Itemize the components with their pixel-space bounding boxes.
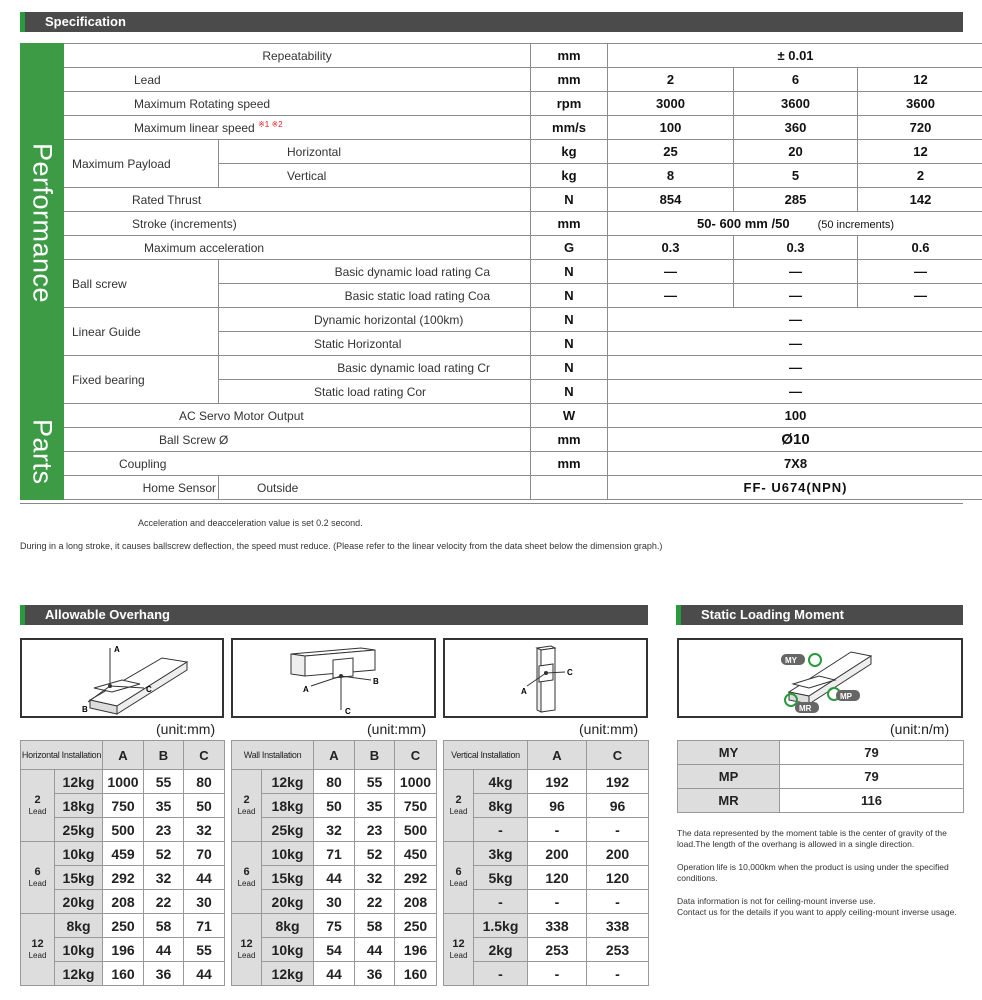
horizontal-overhang-table bbox=[20, 740, 225, 986]
value-cell: 100 bbox=[608, 116, 734, 140]
payload-cell: 12kg bbox=[262, 770, 314, 794]
moment-note: Data information is not for ceiling-mount inverse use. Contact us for the details if you want to apply ceiling-mount inverse usage. bbox=[677, 896, 957, 917]
row-label: Maximum Rotating speed bbox=[64, 92, 531, 116]
horizontal-actuator-icon bbox=[22, 640, 222, 716]
header-accent bbox=[20, 12, 25, 32]
value-cell: 142 bbox=[858, 188, 982, 212]
lead-word: Lead bbox=[28, 878, 47, 888]
overhang-value: 32 bbox=[355, 866, 395, 890]
spec-title: Specification bbox=[45, 14, 126, 29]
overhang-value: 44 bbox=[144, 938, 184, 962]
svg-text:B: B bbox=[373, 677, 379, 686]
unit-cell: N bbox=[531, 356, 608, 380]
moment-diagram bbox=[677, 638, 963, 718]
value-cell: 720 bbox=[858, 116, 982, 140]
col-header: B bbox=[144, 741, 184, 770]
overhang-header bbox=[20, 605, 648, 625]
table-row bbox=[21, 914, 225, 938]
overhang-value: 292 bbox=[103, 866, 144, 890]
unit-cell: G bbox=[531, 236, 608, 260]
horizontal-install-diagram bbox=[20, 638, 224, 718]
unit-cell: W bbox=[531, 404, 608, 428]
table-row bbox=[444, 842, 649, 866]
moment-table bbox=[677, 740, 964, 813]
overhang-value: 160 bbox=[103, 962, 144, 986]
table-row bbox=[21, 770, 225, 794]
divider bbox=[20, 503, 963, 504]
row-label: Home Sensor bbox=[64, 476, 219, 500]
header-accent bbox=[676, 605, 681, 625]
sub-label: Static Horizontal bbox=[219, 332, 531, 356]
overhang-value: 32 bbox=[314, 818, 355, 842]
svg-text:C: C bbox=[146, 685, 152, 694]
payload-cell: 25kg bbox=[262, 818, 314, 842]
col-header: B bbox=[355, 741, 395, 770]
overhang-body bbox=[232, 770, 437, 986]
overhang-value: 36 bbox=[144, 962, 184, 986]
overhang-value: 55 bbox=[184, 938, 225, 962]
payload-cell: 18kg bbox=[262, 794, 314, 818]
overhang-value: 50 bbox=[314, 794, 355, 818]
spec-table bbox=[20, 43, 982, 500]
moment-value: 116 bbox=[780, 789, 964, 813]
col-header: A bbox=[314, 741, 355, 770]
value-cell: 8 bbox=[608, 164, 734, 188]
table-row bbox=[232, 842, 437, 866]
value-cell: 3000 bbox=[608, 92, 734, 116]
value-cell: 3600 bbox=[858, 92, 982, 116]
table-row bbox=[232, 914, 437, 938]
lead-cell bbox=[444, 842, 474, 914]
lead-word: Lead bbox=[237, 950, 256, 960]
payload-cell: 20kg bbox=[55, 890, 103, 914]
overhang-value: 500 bbox=[395, 818, 437, 842]
lead-word: Lead bbox=[449, 950, 468, 960]
col-header: C bbox=[587, 741, 649, 770]
payload-cell: - bbox=[474, 962, 528, 986]
table-row bbox=[232, 866, 437, 890]
overhang-value: 55 bbox=[144, 770, 184, 794]
moment-title: Static Loading Moment bbox=[701, 607, 844, 622]
overhang-value: 35 bbox=[144, 794, 184, 818]
overhang-value: 1000 bbox=[103, 770, 144, 794]
lead-value: 2 bbox=[243, 793, 250, 806]
overhang-value: 250 bbox=[395, 914, 437, 938]
value-cell: ± 0.01 bbox=[608, 44, 982, 68]
value-cell: 854 bbox=[608, 188, 734, 212]
unit-cell: kg bbox=[531, 164, 608, 188]
payload-cell: 3kg bbox=[474, 842, 528, 866]
overhang-value: 55 bbox=[355, 770, 395, 794]
svg-text:A: A bbox=[114, 645, 120, 654]
overhang-value: 200 bbox=[528, 842, 587, 866]
stroke-value: 50- 600 mm /50 bbox=[697, 216, 790, 231]
overhang-value: 200 bbox=[587, 842, 649, 866]
overhang-value: 292 bbox=[395, 866, 437, 890]
overhang-value: 44 bbox=[314, 866, 355, 890]
unit-cell: mm/s bbox=[531, 116, 608, 140]
overhang-value: 23 bbox=[144, 818, 184, 842]
value-cell: Ø10 bbox=[608, 428, 982, 452]
overhang-value: 23 bbox=[355, 818, 395, 842]
value-cell: 285 bbox=[734, 188, 858, 212]
vertical-install-diagram bbox=[443, 638, 648, 718]
overhang-value: 250 bbox=[103, 914, 144, 938]
unit-label: (unit:mm) bbox=[579, 721, 639, 737]
payload-cell: 20kg bbox=[262, 890, 314, 914]
section-parts: Parts bbox=[21, 404, 64, 500]
lead-value: 2 bbox=[455, 793, 462, 806]
overhang-value: 52 bbox=[144, 842, 184, 866]
overhang-value: - bbox=[528, 962, 587, 986]
moment-value: 79 bbox=[780, 741, 964, 765]
value-cell: 5 bbox=[734, 164, 858, 188]
note-accel: Acceleration and deacceleration value is set 0.2 second. bbox=[138, 518, 363, 528]
lead-word: Lead bbox=[449, 806, 468, 816]
lead-word: Lead bbox=[449, 878, 468, 888]
overhang-value: 120 bbox=[587, 866, 649, 890]
lead-value: 12 bbox=[240, 937, 253, 950]
value-cell: 6 bbox=[734, 68, 858, 92]
overhang-value: 80 bbox=[314, 770, 355, 794]
unit-cell: N bbox=[531, 188, 608, 212]
lead-cell bbox=[232, 770, 262, 842]
overhang-value: 71 bbox=[184, 914, 225, 938]
overhang-value: 30 bbox=[314, 890, 355, 914]
overhang-value: 500 bbox=[103, 818, 144, 842]
payload-cell: 2kg bbox=[474, 938, 528, 962]
table-row bbox=[444, 818, 649, 842]
overhang-title: Allowable Overhang bbox=[45, 607, 170, 622]
unit-cell bbox=[531, 476, 608, 500]
lead-value: 6 bbox=[455, 865, 462, 878]
lead-word: Lead bbox=[28, 950, 47, 960]
lead-word: Lead bbox=[237, 806, 256, 816]
svg-text:B: B bbox=[82, 705, 88, 714]
row-label: Ball screw bbox=[64, 260, 219, 308]
value-cell: — bbox=[608, 308, 982, 332]
overhang-value: 58 bbox=[355, 914, 395, 938]
value-cell: — bbox=[734, 260, 858, 284]
overhang-value: 338 bbox=[528, 914, 587, 938]
overhang-value: 96 bbox=[528, 794, 587, 818]
unit-cell: N bbox=[531, 380, 608, 404]
table-row bbox=[232, 890, 437, 914]
payload-cell: 8kg bbox=[474, 794, 528, 818]
value-cell: 2 bbox=[608, 68, 734, 92]
payload-cell: 10kg bbox=[55, 938, 103, 962]
overhang-value: 750 bbox=[395, 794, 437, 818]
table-row bbox=[232, 938, 437, 962]
overhang-value: 450 bbox=[395, 842, 437, 866]
unit-cell: mm bbox=[531, 428, 608, 452]
value-cell: 360 bbox=[734, 116, 858, 140]
install-header: Horizontal Installation bbox=[21, 741, 103, 770]
overhang-value: 70 bbox=[184, 842, 225, 866]
table-row bbox=[444, 890, 649, 914]
svg-text:C: C bbox=[567, 668, 573, 677]
value-cell: — bbox=[858, 260, 982, 284]
row-label: Linear Guide bbox=[64, 308, 219, 356]
overhang-value: 80 bbox=[184, 770, 225, 794]
overhang-value: 30 bbox=[184, 890, 225, 914]
sub-label: Static load rating Cor bbox=[219, 380, 531, 404]
overhang-value: 71 bbox=[314, 842, 355, 866]
value-cell: — bbox=[608, 380, 982, 404]
unit-cell: mm bbox=[531, 452, 608, 476]
table-row bbox=[444, 770, 649, 794]
overhang-value: 459 bbox=[103, 842, 144, 866]
spec-header bbox=[20, 12, 963, 32]
payload-cell: 4kg bbox=[474, 770, 528, 794]
moment-note: The data represented by the moment table is the center of gravity of the load.The length of the overhang is allowed in a single direction. bbox=[677, 828, 947, 849]
payload-cell: 12kg bbox=[262, 962, 314, 986]
col-header: A bbox=[103, 741, 144, 770]
value-cell: — bbox=[608, 356, 982, 380]
row-label: Fixed bearing bbox=[64, 356, 219, 404]
lead-value: 6 bbox=[34, 865, 41, 878]
wall-actuator-icon bbox=[233, 640, 434, 716]
table-row bbox=[444, 866, 649, 890]
wall-install-diagram bbox=[231, 638, 436, 718]
lead-value: 12 bbox=[452, 937, 465, 950]
payload-cell: 15kg bbox=[262, 866, 314, 890]
value-cell: FF- U674(NPN) bbox=[608, 476, 982, 500]
row-label: Ball Screw Ø bbox=[64, 428, 531, 452]
sub-label: Basic dynamic load rating Ca bbox=[219, 260, 531, 284]
table-row bbox=[232, 794, 437, 818]
overhang-value: 192 bbox=[528, 770, 587, 794]
value-cell: 0.3 bbox=[734, 236, 858, 260]
value-cell: 3600 bbox=[734, 92, 858, 116]
unit-cell: N bbox=[531, 260, 608, 284]
col-header: C bbox=[395, 741, 437, 770]
sub-label: Basic static load rating Coa bbox=[219, 284, 531, 308]
table-row bbox=[444, 938, 649, 962]
lead-cell bbox=[444, 914, 474, 986]
vertical-actuator-icon bbox=[445, 640, 646, 716]
col-header: A bbox=[528, 741, 587, 770]
overhang-value: 32 bbox=[184, 818, 225, 842]
note-stroke: During in a long stroke, it causes ballscrew deflection, the speed must reduce. (Please refer to the linear velocity from the data sheet below the dimension graph.) bbox=[20, 541, 663, 551]
moment-note: Operation life is 10,000km when the product is using under the specified conditions. bbox=[677, 862, 949, 883]
table-row bbox=[444, 914, 649, 938]
wall-overhang-table bbox=[231, 740, 437, 986]
table-row bbox=[444, 794, 649, 818]
overhang-value: 22 bbox=[144, 890, 184, 914]
stroke-note: (50 increments) bbox=[817, 219, 894, 231]
overhang-value: - bbox=[587, 890, 649, 914]
moment-header bbox=[676, 605, 963, 625]
sub-label: Horizontal bbox=[219, 140, 531, 164]
row-label: Lead bbox=[64, 68, 531, 92]
unit-cell: mm bbox=[531, 212, 608, 236]
overhang-value: 196 bbox=[103, 938, 144, 962]
label-text: Maximum linear speed bbox=[134, 121, 255, 135]
unit-label: (unit:mm) bbox=[156, 721, 216, 737]
lead-cell bbox=[21, 842, 55, 914]
row-label: AC Servo Motor Output bbox=[64, 404, 531, 428]
sub-label: Outside bbox=[219, 476, 531, 500]
svg-text:A: A bbox=[521, 687, 527, 696]
svg-text:C: C bbox=[345, 707, 351, 716]
overhang-value: - bbox=[528, 890, 587, 914]
moment-key: MP bbox=[678, 765, 780, 789]
overhang-value: 44 bbox=[184, 866, 225, 890]
unit-cell: mm bbox=[531, 44, 608, 68]
payload-cell: 5kg bbox=[474, 866, 528, 890]
payload-cell: 25kg bbox=[55, 818, 103, 842]
unit-cell: N bbox=[531, 308, 608, 332]
my-label: MY bbox=[785, 656, 797, 665]
payload-cell: - bbox=[474, 818, 528, 842]
lead-word: Lead bbox=[237, 878, 256, 888]
overhang-value: 32 bbox=[144, 866, 184, 890]
payload-cell: 18kg bbox=[55, 794, 103, 818]
lead-cell bbox=[232, 914, 262, 986]
svg-text:A: A bbox=[303, 685, 309, 694]
payload-cell: 1.5kg bbox=[474, 914, 528, 938]
unit-cell: mm bbox=[531, 68, 608, 92]
overhang-value: 208 bbox=[395, 890, 437, 914]
unit-cell: N bbox=[531, 332, 608, 356]
payload-cell: - bbox=[474, 890, 528, 914]
overhang-value: 253 bbox=[587, 938, 649, 962]
moment-key: MY bbox=[678, 741, 780, 765]
overhang-value: 208 bbox=[103, 890, 144, 914]
value-cell: 0.3 bbox=[608, 236, 734, 260]
moment-actuator-icon bbox=[679, 640, 961, 716]
overhang-value: 35 bbox=[355, 794, 395, 818]
overhang-value: - bbox=[587, 818, 649, 842]
unit-label: (unit:n/m) bbox=[890, 721, 950, 737]
value-cell: — bbox=[858, 284, 982, 308]
payload-cell: 10kg bbox=[55, 842, 103, 866]
table-row bbox=[232, 818, 437, 842]
overhang-value: 44 bbox=[314, 962, 355, 986]
unit-cell: N bbox=[531, 284, 608, 308]
moment-value: 79 bbox=[780, 765, 964, 789]
table-row bbox=[232, 962, 437, 986]
payload-cell: 8kg bbox=[262, 914, 314, 938]
row-label: Repeatability bbox=[64, 44, 531, 68]
overhang-value: 192 bbox=[587, 770, 649, 794]
lead-value: 2 bbox=[34, 793, 41, 806]
unit-cell: rpm bbox=[531, 92, 608, 116]
row-label: Stroke (increments) bbox=[64, 212, 531, 236]
overhang-value: 338 bbox=[587, 914, 649, 938]
table-row bbox=[21, 842, 225, 866]
row-label: Coupling bbox=[64, 452, 531, 476]
overhang-value: 36 bbox=[355, 962, 395, 986]
value-cell: 0.6 bbox=[858, 236, 982, 260]
lead-word: Lead bbox=[28, 806, 47, 816]
overhang-body bbox=[21, 770, 225, 986]
overhang-value: 196 bbox=[395, 938, 437, 962]
row-label: Maximum acceleration bbox=[64, 236, 531, 260]
sub-label: Dynamic horizontal (100km) bbox=[219, 308, 531, 332]
row-label: Maximum Payload bbox=[64, 140, 219, 188]
overhang-value: 54 bbox=[314, 938, 355, 962]
lead-cell bbox=[21, 914, 55, 986]
footnote-mark: ※1 ※2 bbox=[258, 120, 283, 129]
value-cell: — bbox=[608, 284, 734, 308]
table-row bbox=[232, 770, 437, 794]
moment-key: MR bbox=[678, 789, 780, 813]
payload-cell: 12kg bbox=[55, 962, 103, 986]
overhang-value: 50 bbox=[184, 794, 225, 818]
value-cell: — bbox=[608, 332, 982, 356]
value-cell: 20 bbox=[734, 140, 858, 164]
unit-label: (unit:mm) bbox=[367, 721, 427, 737]
install-header: Vertical Installation bbox=[444, 741, 528, 770]
unit-cell: kg bbox=[531, 140, 608, 164]
value-cell: — bbox=[734, 284, 858, 308]
overhang-value: 160 bbox=[395, 962, 437, 986]
value-cell: 12 bbox=[858, 68, 982, 92]
sub-label: Basic dynamic load rating Cr bbox=[219, 356, 531, 380]
vertical-overhang-table bbox=[443, 740, 649, 986]
payload-cell: 8kg bbox=[55, 914, 103, 938]
value-cell: 12 bbox=[858, 140, 982, 164]
value-cell: 2 bbox=[858, 164, 982, 188]
value-cell: 25 bbox=[608, 140, 734, 164]
mr-label: MR bbox=[799, 704, 812, 713]
lead-cell bbox=[21, 770, 55, 842]
payload-cell: 12kg bbox=[55, 770, 103, 794]
value-cell: — bbox=[608, 260, 734, 284]
overhang-value: 22 bbox=[355, 890, 395, 914]
lead-cell bbox=[232, 842, 262, 914]
table-row bbox=[444, 962, 649, 986]
overhang-value: 44 bbox=[184, 962, 225, 986]
row-label: Rated Thrust bbox=[64, 188, 531, 212]
payload-cell: 10kg bbox=[262, 842, 314, 866]
value-cell: 7X8 bbox=[608, 452, 982, 476]
col-header: C bbox=[184, 741, 225, 770]
overhang-value: 253 bbox=[528, 938, 587, 962]
overhang-value: 750 bbox=[103, 794, 144, 818]
overhang-value: - bbox=[528, 818, 587, 842]
overhang-value: 75 bbox=[314, 914, 355, 938]
mp-label: MP bbox=[840, 692, 852, 701]
overhang-value: 1000 bbox=[395, 770, 437, 794]
section-performance: Performance bbox=[21, 44, 64, 404]
header-accent bbox=[20, 605, 25, 625]
payload-cell: 15kg bbox=[55, 866, 103, 890]
install-header: Wall Installation bbox=[232, 741, 314, 770]
value-cell bbox=[608, 212, 982, 236]
overhang-value: 120 bbox=[528, 866, 587, 890]
value-cell: 100 bbox=[608, 404, 982, 428]
sub-label: Vertical bbox=[219, 164, 531, 188]
overhang-value: 58 bbox=[144, 914, 184, 938]
row-label bbox=[64, 116, 531, 140]
lead-cell bbox=[444, 770, 474, 842]
lead-value: 6 bbox=[243, 865, 250, 878]
overhang-value: 52 bbox=[355, 842, 395, 866]
overhang-value: 44 bbox=[355, 938, 395, 962]
payload-cell: 10kg bbox=[262, 938, 314, 962]
overhang-value: - bbox=[587, 962, 649, 986]
lead-value: 12 bbox=[31, 937, 44, 950]
overhang-value: 96 bbox=[587, 794, 649, 818]
overhang-body bbox=[444, 770, 649, 986]
